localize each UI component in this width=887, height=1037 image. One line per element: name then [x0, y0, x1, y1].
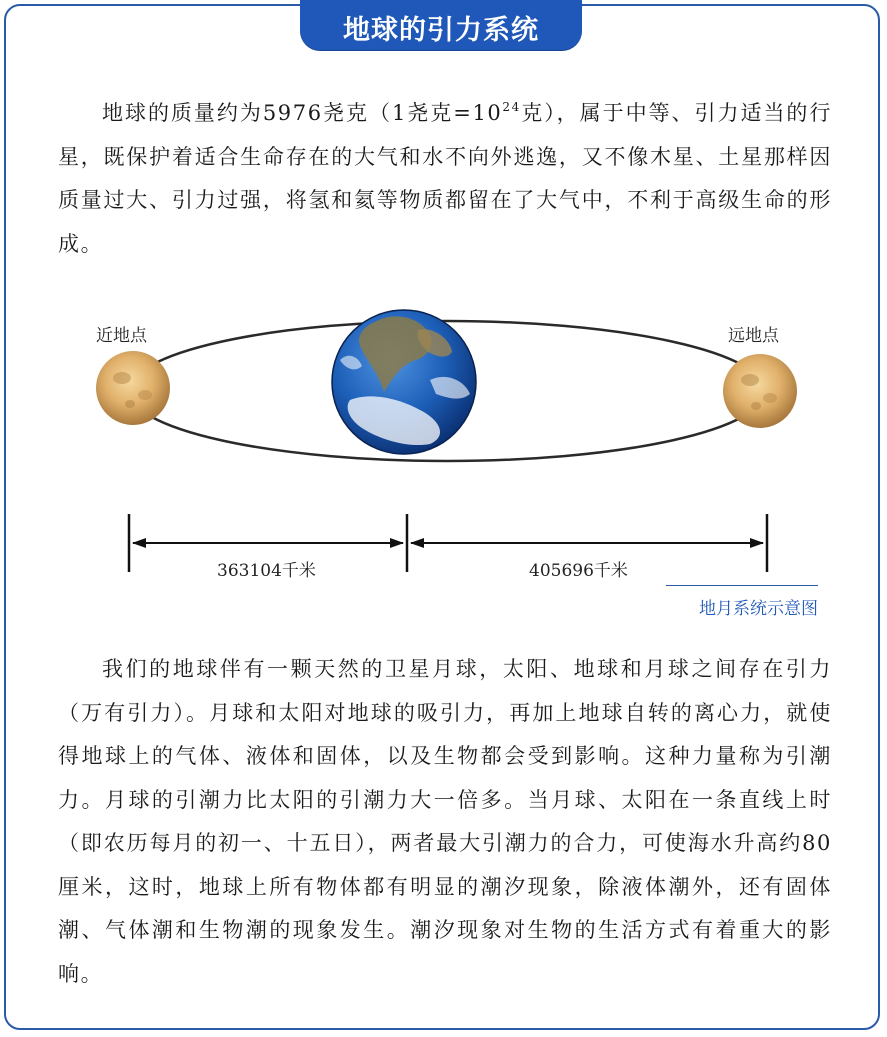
- page-title: 地球的引力系统: [343, 15, 539, 46]
- paragraph-1-text-b: 克），属于中等、引力适当的行星，既保护着适合生命存在的大气和水不向外逃逸，又不像木星、土星那样因质量过大、引力过强，将氢和氦等物质都留在了大气中，不利于高级生命的形成。: [58, 101, 833, 256]
- paragraph-tidal-force: 我们的地球伴有一颗天然的卫星月球，太阳、地球和月球之间存在引力（万有引力）。月球和太阳对地球的吸引力，再加上地球自转的离心力，就使得地球上的气体、液体和固体，以及生物都会受到影响。这种力量称为引潮力。月球的引潮力比太阳的引潮力大一倍多。当月球、太阳在一条直线上时（即农历每月的初一、十五日），两者最大引潮力的合力，可使海水升高约80厘米，这时，地球上所有物体都有明显的潮汐现象，除液体潮外，还有固体潮、气体潮和生物潮的现象发生。潮汐现象对生物的生活方式有着重大的影响。: [58, 657, 832, 986]
- earth-image: [332, 310, 476, 454]
- moon-perigee: [96, 351, 170, 425]
- apogee-distance-label: 405696千米: [529, 561, 628, 581]
- paragraph-1-text-a: 地球的质量约为5976尧克（1尧克=10: [102, 101, 503, 125]
- perigee-label: 近地点: [96, 326, 147, 346]
- moon-apogee: [723, 354, 797, 428]
- exponent: 24: [502, 100, 521, 114]
- apogee-label: 远地点: [728, 326, 779, 346]
- figure-caption: 地月系统示意图: [666, 585, 818, 621]
- perigee-distance-label: 363104千米: [217, 561, 316, 581]
